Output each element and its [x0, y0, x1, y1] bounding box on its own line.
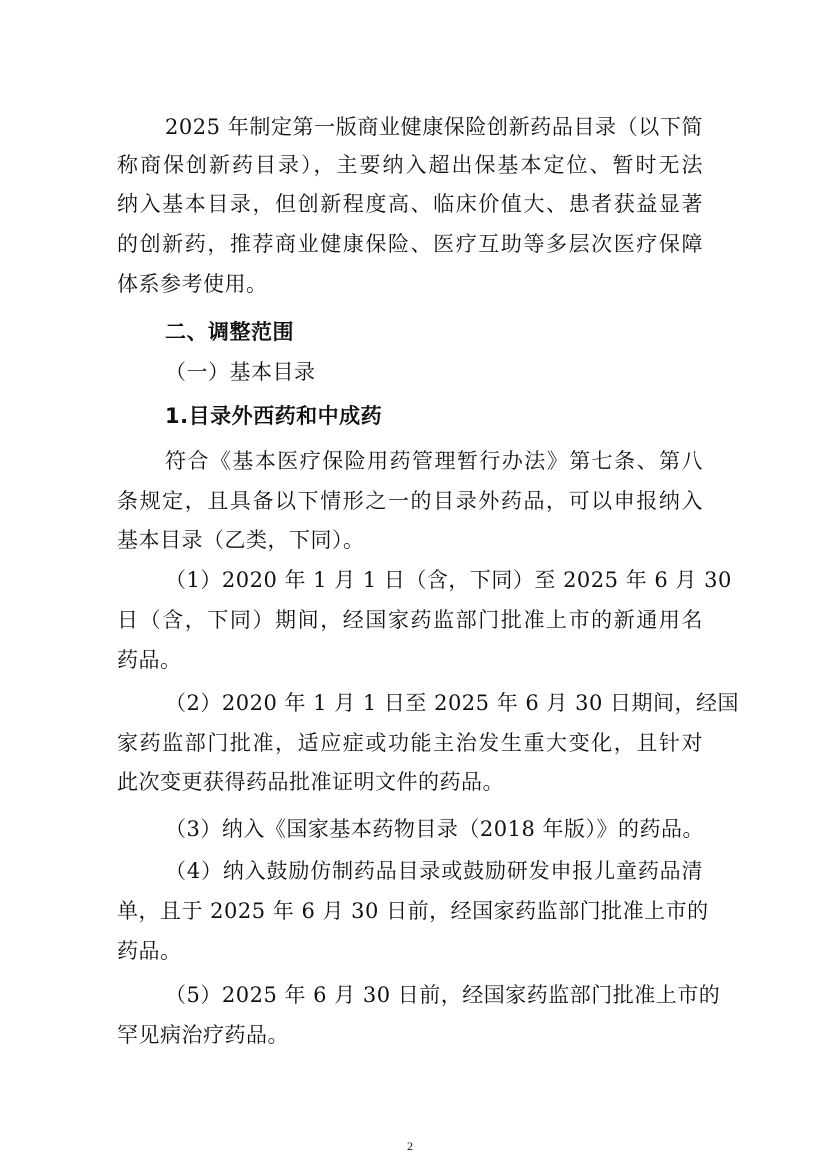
paragraph-line: 符合《基本医疗保险用药管理暂行办法》第七条、第八 [165, 449, 703, 473]
list-item-line: （1）2020 年 1 月 1 日（含，下同）至 2025 年 6 月 30 [165, 568, 732, 592]
paragraph-line: 条规定，且具备以下情形之一的目录外药品，可以申报纳入 [117, 489, 703, 513]
paragraph-line: 的创新药，推荐商业健康保险、医疗互助等多层次医疗保障 [117, 232, 703, 256]
list-item-line: 此次变更获得药品批准证明文件的药品。 [117, 770, 504, 794]
list-item-line: 单，且于 2025 年 6 月 30 日前，经国家药监部门批准上市的 [117, 899, 709, 923]
subsection-heading: （一）基本目录 [165, 360, 316, 384]
paragraph-line: 纳入基本目录，但创新程度高、临床价值大、患者获益显著 [117, 192, 703, 216]
paragraph-line: 2025 年制定第一版商业健康保险创新药品目录（以下简 [165, 115, 703, 139]
list-item-line: 家药监部门批准，适应症或功能主治发生重大变化，且针对 [117, 731, 703, 755]
list-item-line: 药品。 [117, 648, 182, 672]
list-item-line: 药品。 [117, 939, 182, 963]
list-item-line: （3）纳入《国家基本药物目录（2018 年版）》的药品。 [165, 817, 704, 841]
page-number: 2 [407, 1139, 413, 1153]
list-item-line: （4）纳入鼓励仿制药品目录或鼓励研发申报儿童药品清 [165, 859, 703, 883]
list-item-line: （5）2025 年 6 月 30 日前，经国家药监部门批准上市的 [165, 983, 721, 1007]
list-item-line: （2）2020 年 1 月 1 日至 2025 年 6 月 30 日期间，经国 [165, 691, 739, 715]
item-heading: 1.目录外西药和中成药 [165, 404, 383, 428]
section-heading: 二、调整范围 [165, 320, 294, 344]
paragraph-line: 体系参考使用。 [117, 272, 268, 296]
paragraph-line: 基本目录（乙类，下同）。 [117, 528, 365, 552]
list-item-line: 罕见病治疗药品。 [117, 1023, 289, 1047]
paragraph-line: 称商保创新药目录），主要纳入超出保基本定位、暂时无法 [117, 153, 703, 177]
list-item-line: 日（含，下同）期间，经国家药监部门批准上市的新通用名 [117, 608, 703, 632]
